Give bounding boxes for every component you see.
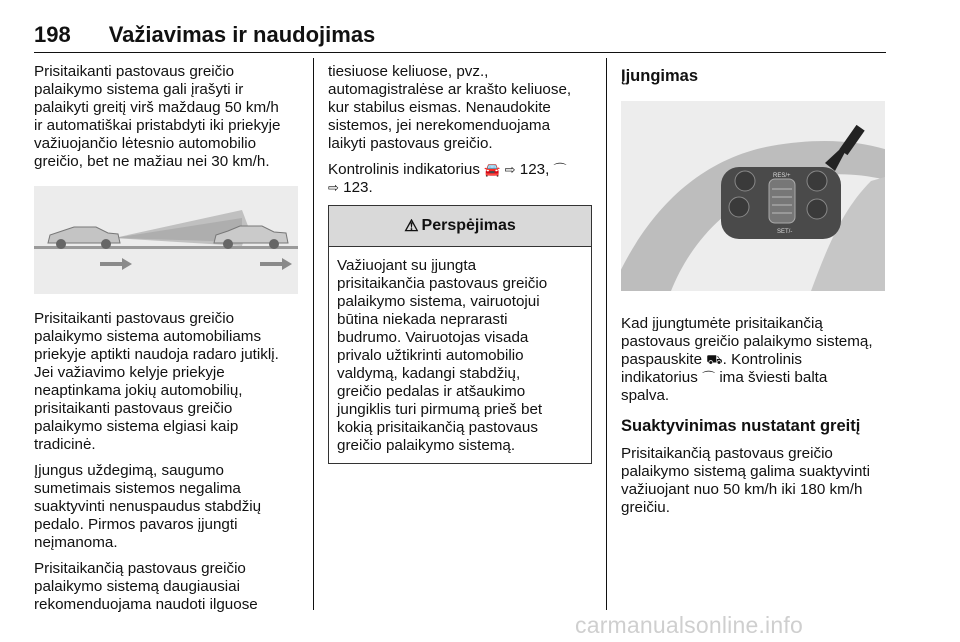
- column-2: [328, 63, 594, 205]
- radar-figure-svg: [34, 186, 298, 294]
- warning-title: Perspėjimas: [421, 217, 516, 234]
- warning-header: [329, 206, 591, 247]
- inline-text: ima šviesti balta: [719, 369, 828, 386]
- radar-illustration: [34, 186, 298, 294]
- adaptive-cruise-button-icon: ⛟: [706, 352, 723, 367]
- inline-text: indikatorius: [621, 369, 698, 386]
- text-line: tiesiuose keliuose, pvz.,: [328, 63, 489, 80]
- page-ref: 123,: [519, 161, 550, 178]
- paragraph-ignition: [34, 462, 306, 552]
- text-line: ir automatiškai pristabdyti iki priekyje: [34, 117, 281, 134]
- text-line: [621, 369, 891, 387]
- column-divider-2: [606, 58, 607, 610]
- text-line: [328, 179, 594, 197]
- text-line: greičio palaikymo sistemą.: [337, 437, 516, 454]
- paragraph-recommend: [34, 560, 306, 614]
- page-number: 198: [34, 22, 71, 47]
- text-line: laikyti pastovaus greičio.: [328, 135, 493, 152]
- text-line: sumetimais sistemos negalima: [34, 480, 241, 497]
- page-title: Važiavimas ir naudojimas: [108, 22, 376, 47]
- text-line: Prisitaikančią pastovaus greičio: [621, 445, 833, 462]
- text-line: neįmanoma.: [34, 534, 118, 551]
- text-line: Prisitaikančią pastovaus greičio: [34, 560, 246, 577]
- indicator-label: Kontrolinis indikatorius: [328, 161, 480, 178]
- text-line: [328, 161, 594, 179]
- column-3: [621, 63, 891, 525]
- text-line: Įjungus uždegimą, saugumo: [34, 462, 224, 479]
- paragraph-speed-range: [621, 445, 891, 517]
- page-ref-arrow-icon: ⇨: [328, 180, 339, 195]
- text-line: greičio pedalas ir atšaukimo: [337, 383, 526, 400]
- steering-wheel-svg: [621, 101, 885, 291]
- paragraph-radar: [34, 310, 306, 454]
- text-line: jungiklis turi pirmumą prieš bet: [337, 401, 543, 418]
- watermark-text: carmanualsonline.info: [575, 612, 803, 638]
- text-line: suaktyvinti nenuspaudus stabdžių: [34, 498, 262, 515]
- paragraph-indicator: [328, 161, 594, 197]
- res-plus-label: RES/+: [773, 173, 791, 179]
- paragraph-roads: [328, 63, 594, 153]
- text-line: [621, 351, 891, 369]
- text-line: palaikymo sistema elgiasi kaip: [34, 418, 239, 435]
- text-line: Prisitaikanti pastovaus greičio: [34, 63, 235, 80]
- text-line: pedalo. Pirmos pavaros įjungti: [34, 516, 238, 533]
- text-line: pastovaus greičio palaikymo sistemą,: [621, 333, 873, 350]
- text-line: prisitaikanti pastovaus greičio: [34, 400, 233, 417]
- inline-text: . Kontrolinis: [722, 351, 803, 368]
- set-minus-label: SET/-: [777, 229, 793, 235]
- page-ref-arrow-icon: ⇨: [504, 162, 516, 177]
- text-line: valdymą, kadangi stabdžių,: [337, 365, 521, 382]
- text-line: palaikyti greitį virš maždaug 50 km/h: [34, 99, 279, 116]
- text-line: neaptinkama jokių automobilių,: [34, 382, 243, 399]
- car-indicator-icon: 🚘: [484, 162, 501, 177]
- warning-box: [328, 205, 592, 464]
- text-line: spalva.: [621, 387, 670, 404]
- speedometer-indicator-icon: ⌒: [553, 162, 567, 177]
- text-line: sistemos, jei nerekomenduojama: [328, 117, 551, 134]
- text-line: budrumo. Vairuotojas visada: [337, 329, 529, 346]
- text-line: priekyje aptikti naudoja radaro jutiklį.: [34, 346, 279, 363]
- page-header: [34, 22, 886, 53]
- page-ref: 123.: [343, 179, 373, 196]
- text-line: tradicinė.: [34, 436, 96, 453]
- text-line: kokią prisitaikančią pastovaus: [337, 419, 538, 436]
- text-line: važiuojančio lėtesnio automobilio: [34, 135, 257, 152]
- column-divider-1: [313, 58, 314, 610]
- text-line: palaikymo sistemą daugiausiai: [34, 578, 240, 595]
- text-line: greičiu.: [621, 499, 670, 516]
- paragraph-intro: [34, 63, 306, 171]
- column-1: [34, 63, 306, 622]
- steering-wheel-illustration: [621, 101, 885, 291]
- text-line: palaikymo sistema, vairuotojui: [337, 293, 540, 310]
- text-line: palaikymo sistema automobiliams: [34, 328, 262, 345]
- text-line: Kad įjungtumėte prisitaikančią: [621, 315, 823, 332]
- text-line: rekomenduojama naudoti ilguose: [34, 596, 258, 613]
- inline-text: paspauskite: [621, 351, 703, 368]
- paragraph-activate: [621, 315, 891, 405]
- text-line: privalo užtikrinti automobilio: [337, 347, 524, 364]
- text-line: palaikymo sistema gali įrašyti ir: [34, 81, 244, 98]
- text-line: kur stabilus eismas. Nenaudokite: [328, 99, 551, 116]
- text-line: būtina niekada neprarasti: [337, 311, 508, 328]
- text-line: automagistralėse ar krašto keliuose,: [328, 81, 572, 98]
- text-line: prisitaikančia pastovaus greičio: [337, 275, 548, 292]
- warning-text: [329, 247, 591, 463]
- text-line: palaikymo sistemą galima suaktyvinti: [621, 463, 870, 480]
- speedometer-indicator-icon: ⌒: [702, 370, 716, 385]
- warning-triangle-icon: ⚠: [404, 218, 419, 235]
- text-line: Jei važiavimo kelyje priekyje: [34, 364, 225, 381]
- text-line: greičio, bet ne mažiau nei 30 km/h.: [34, 153, 270, 170]
- text-line: važiuojant nuo 50 km/h iki 180 km/h: [621, 481, 863, 498]
- section-heading-activation: Įjungimas: [621, 67, 699, 85]
- text-line: Važiuojant su įjungta: [337, 257, 477, 274]
- section-heading-speed: Suaktyvinimas nustatant greitį: [621, 417, 861, 435]
- text-line: Prisitaikanti pastovaus greičio: [34, 310, 235, 327]
